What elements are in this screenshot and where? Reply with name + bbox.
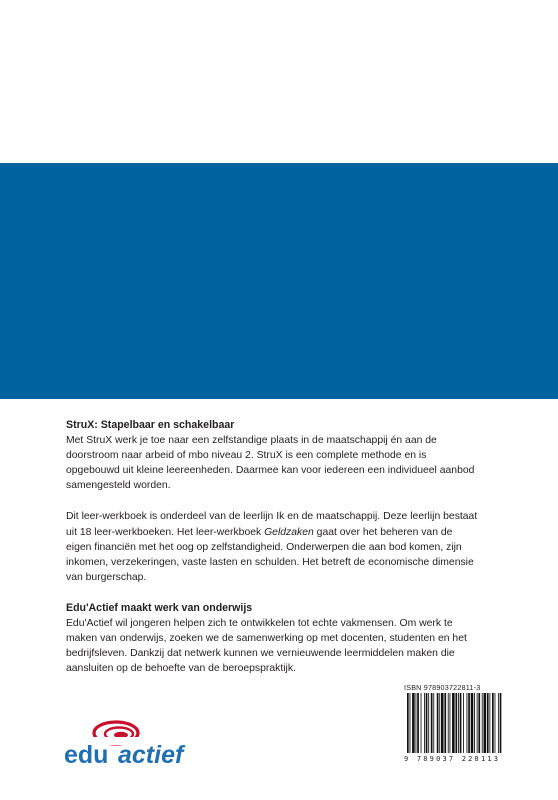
paragraph-line: Edu'Actief wil jongeren helpen zich te ontwikkelen tot echte vakmensen. Om werk te bbox=[66, 618, 453, 630]
paragraph-line: maken van onderwijs, zoeken we de samenwerking op met docenten, studenten en het bbox=[66, 633, 467, 645]
paragraph-line: aansluiten op de behoefte van de beroepspraktijk. bbox=[66, 663, 296, 675]
section-heading-strux: StruX: Stapelbaar en schakelbaar bbox=[66, 419, 235, 431]
paragraph-line: samengesteld worden. bbox=[66, 480, 171, 492]
paragraph-line: eigen financiën met het oog op zelfstandigheid. Onderwerpen die aan bod komen, zijn bbox=[66, 541, 462, 553]
cover-color-band bbox=[0, 163, 558, 399]
isbn-digits: 9 789037 228113 bbox=[404, 755, 501, 763]
paragraph-line: opgebouwd uit kleine leereenheden. Daarmee kan voor iedereen een individueel aanbod bbox=[66, 465, 475, 477]
eduactief-logo bbox=[64, 717, 214, 773]
paragraph-line: Dit leer-werkboek is onderdeel van de leerlijn Ik en de maatschappij. Deze leerlijn bestaat bbox=[66, 511, 478, 523]
section-heading-eduactief: Edu'Actief maakt werk van onderwijs bbox=[66, 601, 253, 614]
paragraph-line: inkomen, verzekeringen, vaste lasten en schulden. Het betreft de economische dimensie bbox=[66, 556, 474, 568]
barcode-bars-icon bbox=[404, 693, 532, 753]
paragraph-line: doorstroom naar arbeid of mbo niveau 2. StruX is een complete methode en is bbox=[66, 450, 427, 462]
text-span: gaat over het beheren van de bbox=[313, 526, 453, 538]
isbn-barcode bbox=[404, 683, 532, 765]
logo-word-edu: edu bbox=[64, 741, 109, 769]
paragraph-line: bedrijfsleven. Dankzij dat netwerk kunnen we vernieuwende leermiddelen maken die bbox=[66, 648, 455, 660]
back-cover-text bbox=[66, 418, 498, 676]
paragraph-line: van burgerschap. bbox=[66, 571, 147, 583]
paragraph-line: Met StruX werk je toe naar een zelfstandige plaats in de maatschappij én aan de bbox=[66, 435, 437, 447]
book-title-italic: Geldzaken bbox=[264, 526, 314, 538]
logo-word-actief: actief bbox=[118, 741, 184, 769]
text-span: uit 18 leer-werkboeken. Het leer-werkboek bbox=[66, 526, 265, 538]
paragraph-line bbox=[66, 525, 498, 540]
isbn-label: ISBN 978903722811-3 bbox=[404, 683, 481, 692]
